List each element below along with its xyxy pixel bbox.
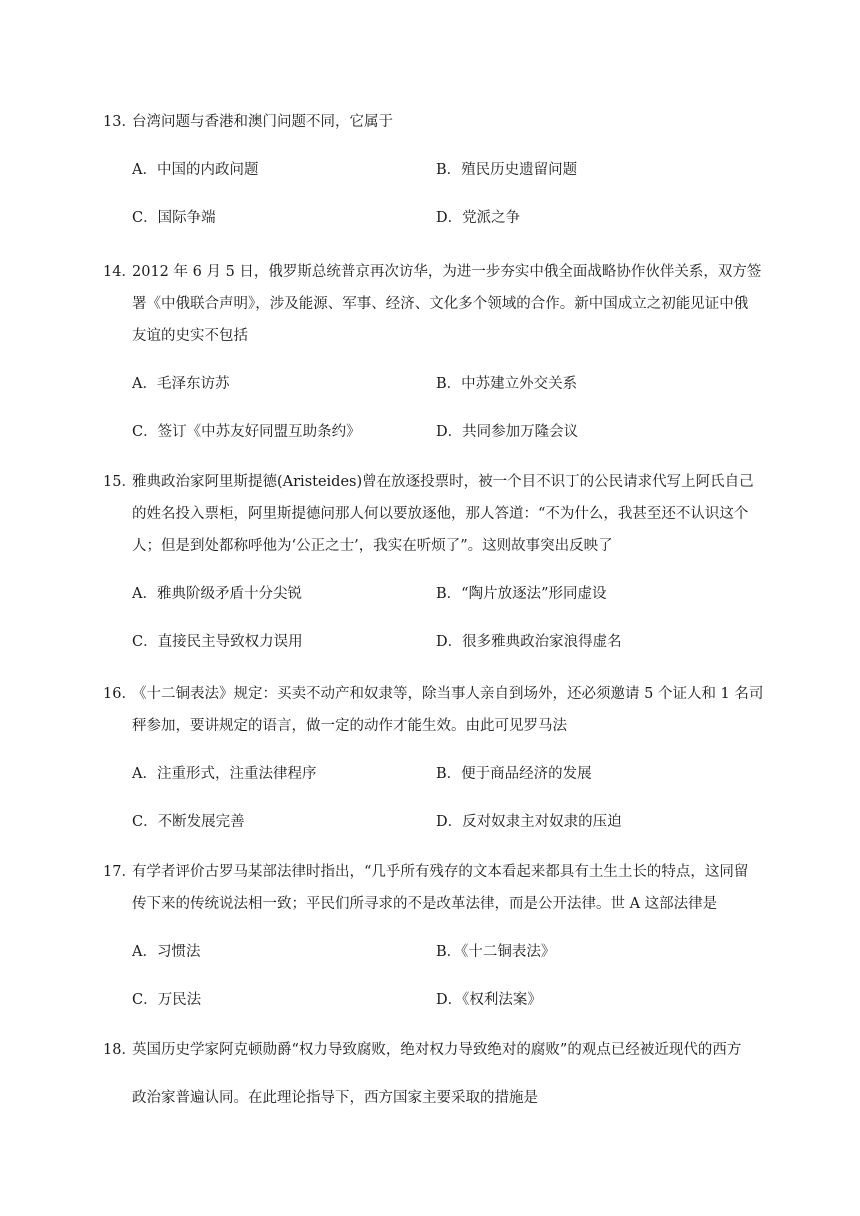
question-stem-line: 台湾问题与香港和澳门问题不同，它属于 — [132, 114, 393, 130]
option-d: D．党派之争 — [436, 210, 521, 226]
question-stem-line: 有学者评价古罗马某部法律时指出，“几乎所有残存的文本看起来都具有土生土长的特点，这同留 — [132, 864, 749, 880]
option-a: A．雅典阶级矛盾十分尖锐 — [132, 586, 302, 602]
option-a: A．注重形式，注重法律程序 — [132, 766, 317, 782]
question-number: 14． — [103, 264, 136, 280]
question-stem-line: 传下来的传统说法相一致；平民们所寻求的不是改革法律，而是公开法律。世 A 这部法律是 — [132, 896, 718, 912]
option-c: C．万民法 — [132, 992, 202, 1008]
question-stem-line: 雅典政治家阿里斯提德(Aristeides)曾在放逐投票时，被一个目不识丁的公民请求代写上阿氏自己 — [132, 474, 754, 490]
question-stem-line: 《十二铜表法》规定：买卖不动产和奴隶等，除当事人亲自到场外，还必须邀请 5 个证人和 1 名司 — [132, 686, 764, 702]
option-a: A．中国的内政问题 — [132, 162, 259, 178]
question-number: 16． — [103, 686, 136, 702]
option-c: C．直接民主导致权力误用 — [132, 634, 303, 650]
option-d: D．共同参加万隆会议 — [436, 424, 579, 440]
option-d: D．《权利法案》 — [436, 992, 542, 1008]
question-number: 17． — [103, 864, 136, 880]
question-number: 15． — [103, 474, 136, 490]
option-a: A．毛泽东访苏 — [132, 376, 230, 392]
question-stem-line: 英国历史学家阿克顿勋爵“权力导致腐败，绝对权力导致绝对的腐败”的观点已经被近现代的西方 — [132, 1042, 742, 1058]
option-b: B．《十二铜表法》 — [436, 944, 556, 960]
question-stem-line: 人；但是到处都称呼他为‘公正之士’，我实在听烦了”。这则故事突出反映了 — [132, 538, 613, 554]
option-b: B．殖民历史遗留问题 — [436, 162, 578, 178]
question-stem-line: 的姓名投入票柜，阿里斯提德问那人何以要放逐他，那人答道：“不为什么，我甚至还不认识这个 — [132, 506, 749, 522]
option-b: B．“陶片放逐法”形同虚设 — [436, 586, 607, 602]
question-number: 13． — [103, 114, 136, 130]
question-stem-line: 署《中俄联合声明》，涉及能源、军事、经济、文化多个领域的合作。新中国成立之初能见证中俄 — [132, 296, 749, 312]
question-stem-line: 2012 年 6 月 5 日，俄罗斯总统普京再次访华，为进一步夯实中俄全面战略协作伙伴关系，双方签 — [132, 264, 762, 280]
option-b: B．便于商品经济的发展 — [436, 766, 592, 782]
question-number: 18． — [103, 1042, 136, 1058]
option-b: B．中苏建立外交关系 — [436, 376, 578, 392]
option-d: D．反对奴隶主对奴隶的压迫 — [436, 814, 622, 830]
question-stem-line: 秤参加，要讲规定的语言，做一定的动作才能生效。由此可见罗马法 — [132, 718, 567, 734]
question-stem-line: 友谊的史实不包括 — [132, 328, 248, 344]
option-c: C．签订《中苏友好同盟互助条约》 — [132, 424, 361, 440]
question-stem-line: 政治家普遍认同。在此理论指导下，西方国家主要采取的措施是 — [132, 1090, 538, 1106]
option-c: C．不断发展完善 — [132, 814, 245, 830]
option-a: A．习惯法 — [132, 944, 201, 960]
option-d: D．很多雅典政治家浪得虚名 — [436, 634, 622, 650]
option-c: C．国际争端 — [132, 210, 216, 226]
